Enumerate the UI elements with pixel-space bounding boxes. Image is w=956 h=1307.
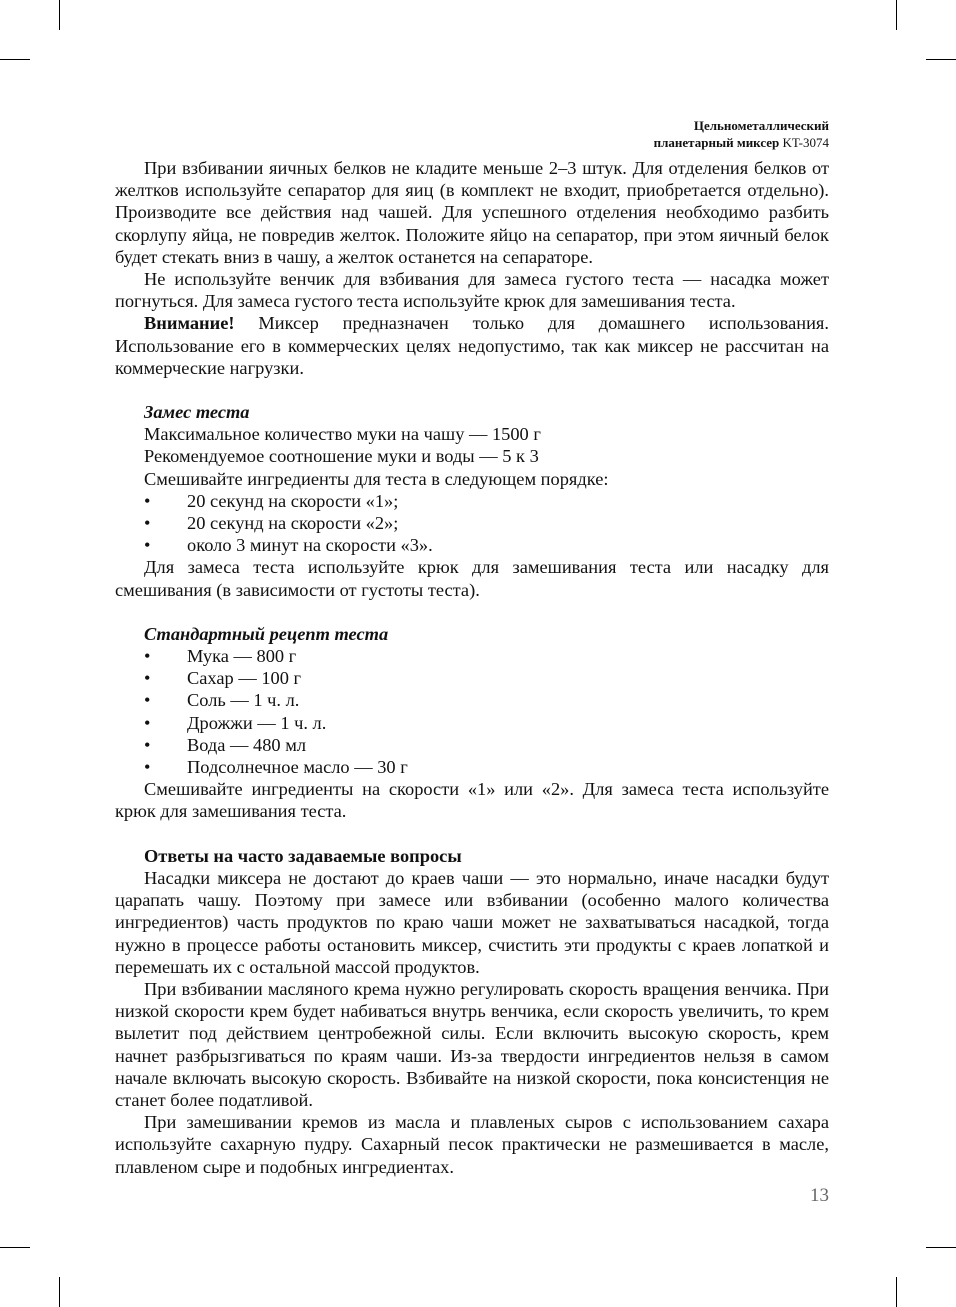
- header-model: KT-3074: [782, 135, 829, 150]
- warning-text: Миксер предназначен только для домашнего использования. Использование его в коммерческих целях недопустимо, так как миксер не рассчитан на коммерческие нагрузки.: [115, 313, 829, 378]
- crop-mark: [59, 0, 60, 30]
- list-item: [115, 490, 829, 512]
- header-line2: планетарный миксер: [653, 135, 780, 150]
- paragraph: Не используйте венчик для взбивания для замеса густого теста — насадка может погнуться. Для замеса густого теста используйте крюк для замешивания теста.: [115, 269, 829, 312]
- crop-mark: [926, 59, 956, 60]
- crop-mark: [59, 1277, 60, 1307]
- list-item-text: Соль — 1 ч. л.: [187, 690, 300, 711]
- bullet: •: [144, 513, 151, 534]
- section-heading-recipe: Стандартный рецепт теста: [144, 623, 389, 644]
- text-line: Максимальное количество муки на чашу — 1500 г: [144, 424, 541, 445]
- bullet: •: [144, 712, 151, 733]
- crop-mark: [896, 0, 897, 30]
- list-item-text: Сахар — 100 г: [187, 668, 302, 689]
- paragraph: При взбивании яичных белков не кладите меньше 2–3 штук. Для отделения белков от желтков используйте сепаратор для яиц (в комплект не входит, приобретается отдельно). Производите все действия над чашей. Для успешного отделения необходимо разбить скорлупу яйца, не повредив желток. Положите яйцо на сепаратор, при этом яичный белок будет стекать вниз в чашу, а желток останется на сепараторе.: [115, 158, 829, 267]
- text-line: Рекомендуемое соотношение муки и воды — 5 к 3: [144, 446, 539, 467]
- bullet: •: [144, 646, 151, 667]
- warning-label: Внимание!: [144, 313, 235, 334]
- list-item-text: Дрожжи — 1 ч. л.: [187, 712, 327, 733]
- section-heading-dough: Замес теста: [144, 402, 250, 423]
- list-item: [115, 734, 829, 756]
- list-item: [115, 689, 829, 711]
- paragraph: При взбивании масляного крема нужно регулировать скорость вращения венчика. При низкой скорости крем будет набиваться внутрь венчика, если скорость увеличить, то крем вылетит под действием центробежной силы. Если включить высокую скорость, крем начнет разбрызгиваться по краям чаши. Из-за твердости ингредиентов нельзя в самом начале включать высокую скорость. Взбивайте на низкой скорости, пока консистенция не станет более податливой.: [115, 978, 829, 1110]
- page-number: 13: [810, 1185, 829, 1206]
- paragraph: Для замеса теста используйте крюк для замешивания теста или насадку для смешивания (в зависимости от густоты теста).: [115, 557, 829, 600]
- bullet: •: [144, 757, 151, 778]
- crop-mark: [896, 1277, 897, 1307]
- bullet: •: [144, 490, 151, 511]
- running-header: [654, 117, 829, 151]
- list-item: [115, 667, 829, 689]
- paragraph: Насадки миксера не достают до краев чаши — это нормально, иначе насадки будут царапать чашу. Поэтому при замесе или взбивании (особенно малого количества ингредиентов) часть продуктов по краю чаши может не захватываться насадкой, тогда нужно в процессе работы остановить миксер, счистить эти продукты с краев лопаткой и перемешать их с остальной массой продуктов.: [115, 867, 829, 977]
- paragraph: При замешивании кремов из масла и плавленых сыров с использованием сахара используйте сахарную пудру. Сахарный песок практически не размешивается в масле, плавленом сыре и подобных ингредиентах.: [115, 1112, 829, 1177]
- paragraph: Смешивайте ингредиенты на скорости «1» или «2». Для замеса теста используйте крюк для замешивания теста.: [115, 779, 829, 822]
- list-item: [115, 756, 829, 778]
- text-line: Смешивайте ингредиенты для теста в следующем порядке:: [144, 468, 609, 489]
- warning-paragraph: [115, 312, 829, 379]
- bullet: •: [144, 535, 151, 556]
- crop-mark: [0, 1247, 30, 1248]
- list-item-text: Вода — 480 мл: [187, 734, 307, 755]
- crop-mark: [926, 1247, 956, 1248]
- list-item: [115, 712, 829, 734]
- crop-mark: [0, 59, 30, 60]
- list-item-text: Мука — 800 г: [187, 646, 297, 667]
- page-body: [115, 157, 829, 1178]
- list-item: [115, 512, 829, 534]
- bullet: •: [144, 668, 151, 689]
- bullet: •: [144, 734, 151, 755]
- bullet: •: [144, 690, 151, 711]
- list-item: [115, 534, 829, 556]
- list-item-text: 20 секунд на скорости «1»;: [187, 490, 399, 511]
- list-item-text: Подсолнечное масло — 30 г: [187, 757, 408, 778]
- section-heading-faq: Ответы на часто задаваемые вопросы: [144, 845, 462, 866]
- list-item-text: 20 секунд на скорости «2»;: [187, 513, 399, 534]
- header-line1: Цельнометаллический: [693, 118, 829, 133]
- list-item-text: около 3 минут на скорости «3».: [187, 535, 433, 556]
- list-item: [115, 645, 829, 667]
